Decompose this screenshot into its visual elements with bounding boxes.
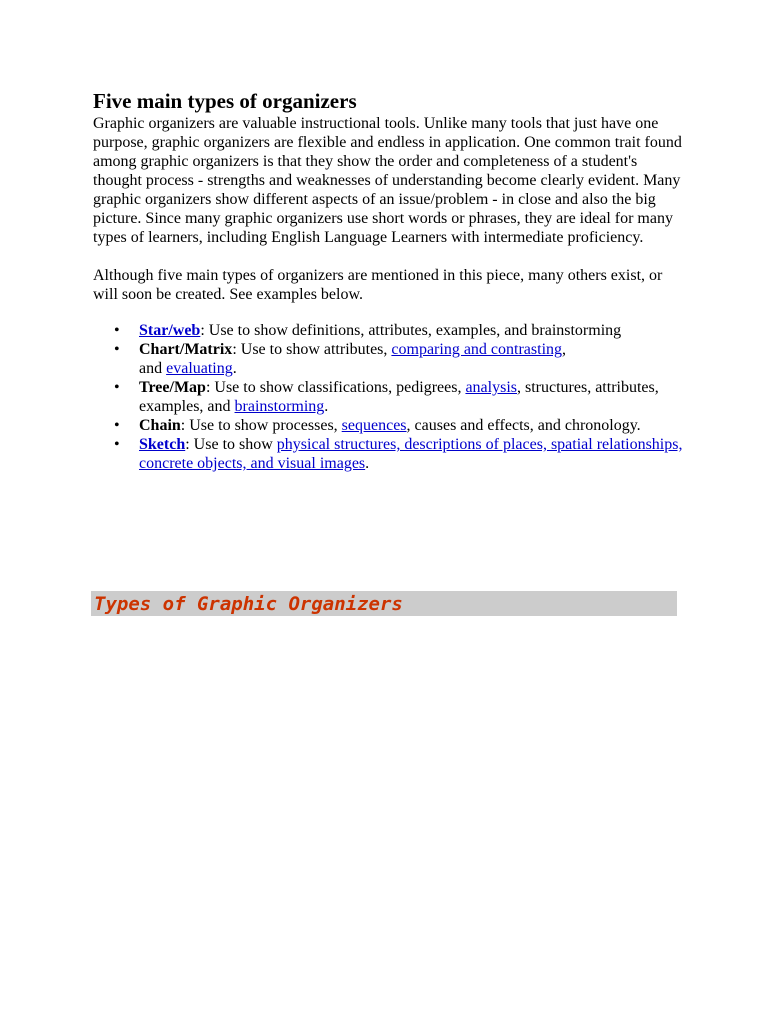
list-item-chart-matrix bbox=[114, 340, 683, 378]
list-item-chain bbox=[114, 416, 683, 435]
chart-matrix-text: : Use to show attributes, bbox=[232, 341, 392, 358]
bullet-icon: • bbox=[114, 436, 120, 453]
chart-matrix-term: Chart/Matrix bbox=[139, 341, 233, 358]
tree-map-text: : Use to show classifications, pedigrees, bbox=[205, 379, 466, 396]
chart-matrix-and: and bbox=[139, 360, 167, 377]
chart-matrix-period: . bbox=[232, 360, 237, 377]
note-paragraph: Although five main types of organizers are mentioned in this piece, many others exist, or will soon be created. See examples below. bbox=[93, 267, 663, 303]
bullet-icon: • bbox=[114, 341, 120, 358]
bullet-icon: • bbox=[114, 417, 120, 434]
analysis-link[interactable]: analysis bbox=[465, 379, 517, 396]
sketch-period: . bbox=[365, 455, 370, 472]
chain-text: : Use to show processes, bbox=[180, 417, 342, 434]
chain-term: Chain bbox=[139, 417, 181, 434]
article bbox=[93, 88, 683, 473]
list-item-star-web bbox=[114, 321, 683, 340]
star-web-description: : Use to show definitions, attributes, examples, and brainstorming bbox=[200, 322, 622, 339]
comparing-contrasting-link[interactable]: comparing and contrasting bbox=[391, 341, 563, 358]
tree-map-term: Tree/Map bbox=[139, 379, 206, 396]
article-title: Five main types of organizers bbox=[93, 89, 357, 113]
list-item-sketch bbox=[114, 435, 683, 473]
tree-map-period: . bbox=[324, 398, 329, 415]
list-item-tree-map bbox=[114, 378, 683, 416]
sketch-text: : Use to show bbox=[185, 436, 277, 453]
bullet-icon: • bbox=[114, 379, 120, 396]
banner-title: Types of Graphic Organizers bbox=[94, 593, 403, 615]
physical-structures-link[interactable]: physical structures, descriptions of places, spatial relationships, concrete objects, and visual images bbox=[139, 436, 683, 472]
section-banner bbox=[91, 591, 677, 616]
sequences-link[interactable]: sequences bbox=[341, 417, 407, 434]
star-web-link[interactable]: Star/web bbox=[139, 322, 201, 339]
organizer-list bbox=[93, 321, 683, 473]
sketch-link[interactable]: Sketch bbox=[139, 436, 186, 453]
brainstorming-link[interactable]: brainstorming bbox=[234, 398, 325, 415]
bullet-icon: • bbox=[114, 322, 120, 339]
chart-matrix-comma: , bbox=[562, 341, 567, 358]
evaluating-link[interactable]: evaluating bbox=[166, 360, 233, 377]
intro-paragraph: Graphic organizers are valuable instructional tools. Unlike many tools that just have one purpose, graphic organizers are flexible and endless in application. One common trait found among graphic organizers is that they show the order and completeness of a student's thought process - strengths and weaknesses of understanding become clearly evident. Many graphic organizers show different aspects of an issue/problem - in close and also the big picture. Since many graphic organizers use short words or phrases, they are ideal for many types of learners, including English Language Learners with intermediate proficiency. bbox=[93, 115, 682, 246]
tree-map-text-2: , structures, attributes, examples, and bbox=[139, 379, 659, 415]
chain-text-2: , causes and effects, and chronology. bbox=[406, 417, 641, 434]
